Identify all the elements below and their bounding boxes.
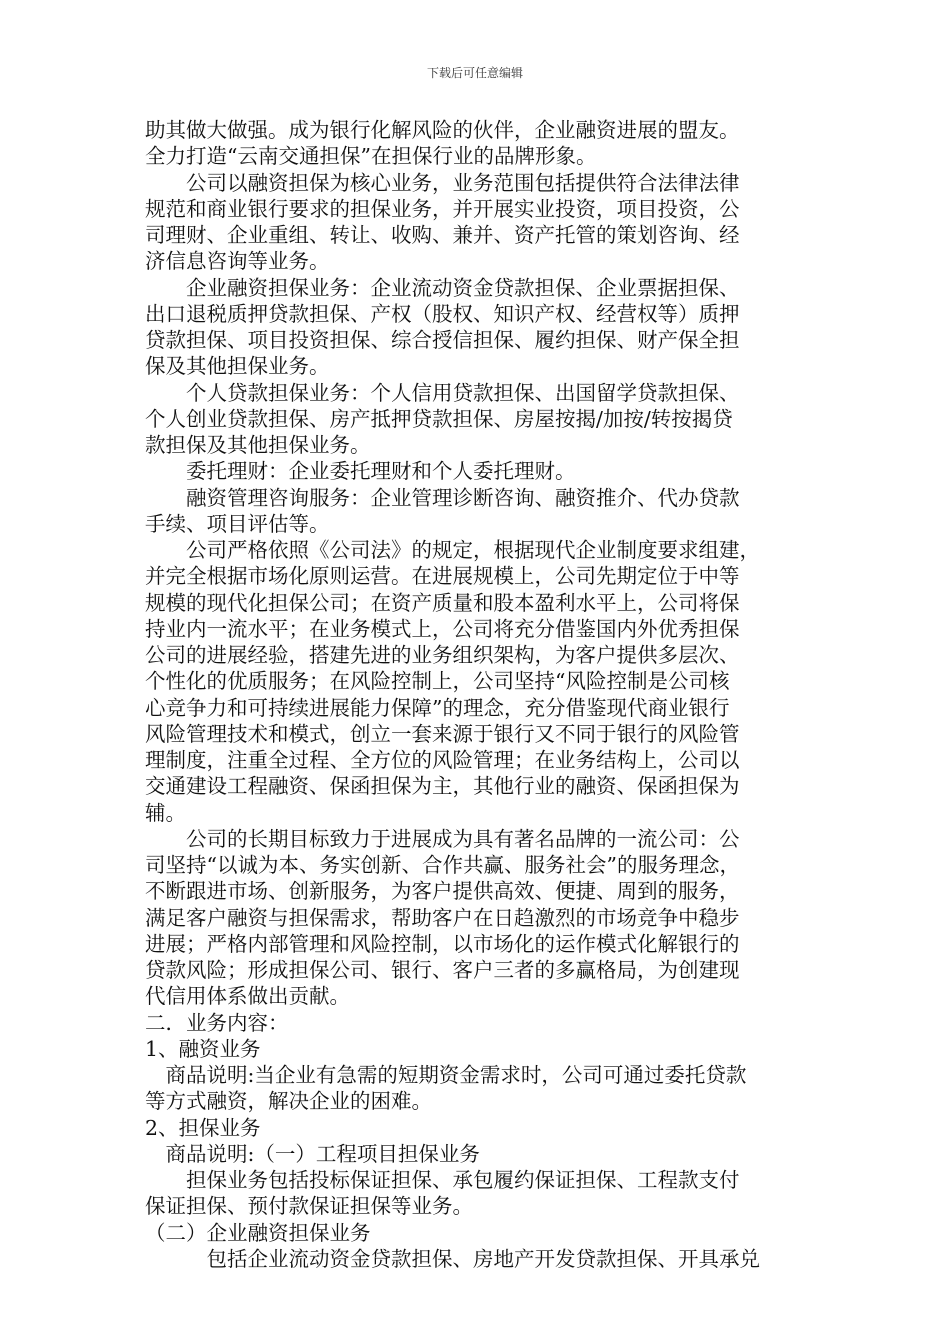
- text-line: 商品说明:（一）工程项目担保业务: [145, 1141, 480, 1166]
- text-line: 等方式融资，解决企业的困难。: [145, 1089, 432, 1114]
- page-header-note: 下载后可任意编辑: [426, 66, 523, 80]
- text-line: 司坚持“以诚为本、务实创新、合作共赢、服务社会”的服务理念，: [145, 853, 740, 877]
- text-line: 1、融资业务: [145, 1036, 261, 1061]
- text-line: 2、担保业务: [145, 1115, 261, 1140]
- text-line: 融资管理咨询服务：企业管理诊断咨询、融资推介、代办贷款: [145, 485, 740, 510]
- text-line: 个人创业贷款担保、房产抵押贷款担保、房屋按揭/加按/转按揭贷: [145, 406, 733, 431]
- text-line: 保证担保、预付款保证担保等业务。: [145, 1194, 473, 1219]
- text-line: 贷款风险；形成担保公司、银行、客户三者的多赢格局，为创建现: [145, 958, 740, 982]
- text-line: 委托理财：企业委托理财和个人委托理财。: [145, 459, 576, 484]
- text-line: 规范和商业银行要求的担保业务，并开展实业投资，项目投资，公: [145, 196, 740, 221]
- text-line: 全力打造“云南交通担保”在担保行业的品牌形象。: [145, 144, 597, 169]
- text-line: 司理财、企业重组、转让、收购、兼并、资产托管的策划咨询、经: [145, 223, 740, 247]
- text-line: 进展；严格内部管理和风险控制，以市场化的运作模式化解银行的: [145, 931, 740, 956]
- text-line: 个人贷款担保业务：个人信用贷款担保、出国留学贷款担保、: [145, 380, 740, 405]
- text-line: 助其做大做强。成为银行化解风险的伙伴，企业融资进展的盟友。: [145, 118, 740, 142]
- text-line: 公司的进展经验，搭建先进的业务组织架构，为客户提供多层次、: [145, 643, 740, 667]
- text-line: 心竞争力和可持续进展能力保障”的理念，充分借鉴现代商业银行: [145, 695, 730, 720]
- text-line: 公司以融资担保为核心业务，业务范围包括提供符合法律法律: [145, 170, 740, 195]
- text-line: 辅。: [145, 800, 186, 825]
- text-line: 风险管理技术和模式，创立一套来源于银行又不同于银行的风险管: [145, 721, 740, 746]
- text-line: 包括企业流动资金贷款担保、房地产开发贷款担保、开具承兑: [145, 1246, 760, 1271]
- text-line: 交通建设工程融资、保函担保为主，其他行业的融资、保函担保为: [145, 774, 740, 799]
- text-line: 商品说明:当企业有急需的短期资金需求时，公司可通过委托贷款: [145, 1063, 747, 1087]
- text-line: 款担保及其他担保业务。: [145, 433, 371, 457]
- text-line: 济信息咨询等业务。: [145, 249, 330, 274]
- text-line: （二）企业融资担保业务: [145, 1220, 371, 1245]
- text-line: 保及其他担保业务。: [145, 354, 330, 379]
- text-line: 不断跟进市场、创新服务，为客户提供高效、便捷、周到的服务，: [145, 879, 740, 904]
- text-line: 并完全根据市场化原则运营。在进展规模上，公司先期定位于中等: [145, 564, 740, 589]
- text-line: 理制度，注重全过程、全方位的风险管理；在业务结构上，公司以: [145, 748, 740, 772]
- text-line: 规模的现代化担保公司；在资产质量和股本盈利水平上，公司将保: [145, 590, 740, 615]
- text-line: 担保业务包括投标保证担保、承包履约保证担保、工程款支付: [145, 1168, 740, 1192]
- text-line: 公司的长期目标致力于进展成为具有著名品牌的一流公司：公: [145, 826, 740, 851]
- text-line: 个性化的优质服务；在风险控制上，公司坚持“风险控制是公司核: [145, 669, 730, 694]
- text-line: 代信用体系做出贡献。: [145, 984, 350, 1009]
- text-line: 企业融资担保业务：企业流动资金贷款担保、企业票据担保、: [145, 275, 740, 300]
- text-line: 公司严格依照《公司法》的规定，根据现代企业制度要求组建，: [145, 538, 760, 562]
- text-line: 持业内一流水平；在业务模式上，公司将充分借鉴国内外优秀担保: [145, 616, 740, 641]
- text-line: 手续、项目评估等。: [145, 511, 330, 536]
- text-line: 二．业务内容：: [145, 1010, 289, 1035]
- text-line: 出口退税质押贷款担保、产权（股权、知识产权、经营权等）质押: [145, 301, 740, 326]
- text-line: 满足客户融资与担保需求，帮助客户在日趋激烈的市场竞争中稳步: [145, 905, 740, 930]
- text-line: 贷款担保、项目投资担保、综合授信担保、履约担保、财产保全担: [145, 328, 740, 352]
